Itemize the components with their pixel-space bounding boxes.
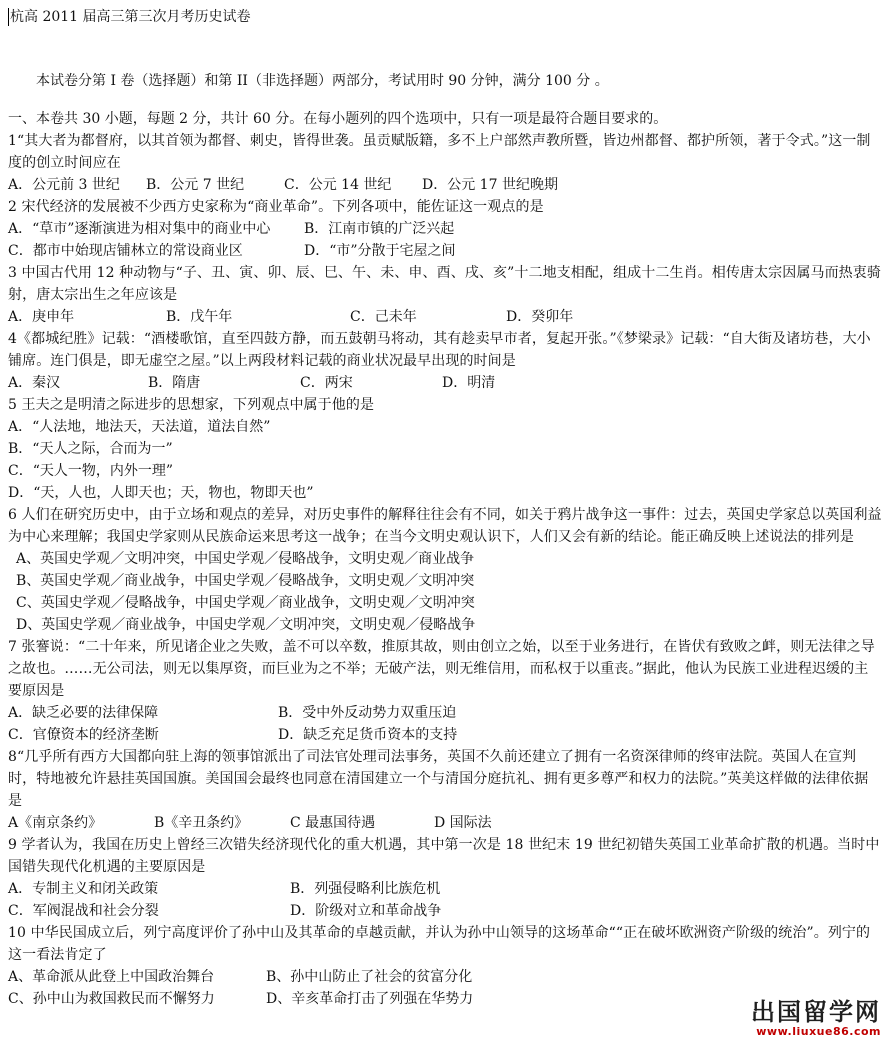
option-a: A．庚申年 [8,309,75,325]
option-c: C．己未年 [350,309,417,325]
option-c: C．军阀混战和社会分裂 [8,903,159,919]
question-10: 10 中华民国成立后，列宁高度评价了孙中山及其革命的卓越贡献，并认为孙中山领导的这场革命““正在破坏欧洲资产阶级的统治”。列宁的这一看法肯定了 [8,925,871,963]
question-1-options [8,174,882,196]
question-10-options [8,966,882,988]
option-d: D、辛亥革命打击了列强在华势力 [266,991,474,1007]
question-3-options [8,306,882,328]
option-d: D．癸卯年 [506,309,574,325]
option-a: A．缺乏必要的法律保障 [8,705,159,721]
question-5: 5 王夫之是明清之际进步的思想家，下列观点中属于他的是 [8,397,375,413]
question-6: 6 人们在研究历史中，由于立场和观点的差异，对历史事件的解释往往会有不同，如关于鸦片战争这一事件：过去，英国史学家总以英国利益为中心来理解；我国史学家则从民族命运来思考这一战争；在当今文明史观认识下，人们又会有新的结论。能正确反映上述说法的排列是 [8,507,882,545]
watermark-url: www.liuxue86.com [756,1025,881,1038]
option-c: C 最惠国待遇 [290,815,376,831]
option-b: B《辛丑条约》 [154,815,249,831]
option-c: C、英国史学观／侵略战争，中国史学观／商业战争，文明史观／文明冲突 [16,595,475,611]
question-4-options [8,372,882,394]
option-c: C．两宋 [300,375,353,391]
option-d: D．公元 17 世纪晚期 [422,177,558,193]
question-7: 7 张謇说：“二十年来，所见诸企业之失败，盖不可以卒数，推原其故，则由创立之始，以至于业务进行，在皆伏有致败之衅，则无法律之导之故也。……无公司法，则无以集厚资，而巨业为之不举；无破产法，则无维信用，而私权于以重丧。”据此，他认为民族工业进程迟缓的主要原因是 [8,639,875,699]
site-watermark [751,999,881,1038]
option-d: D．缺乏充足货币资本的支持 [278,727,458,743]
option-d: D．明清 [442,375,496,391]
option-a: A．公元前 3 世纪 [8,177,120,193]
option-a: A．秦汉 [8,375,61,391]
question-8: 8“几乎所有西方大国都向驻上海的领事馆派出了司法官处理司法事务，英国不久前还建立了拥有一名资深律师的终审法院。英国人在宣判时，特地被允许悬挂英国国旗。美国国会最终也同意在清国建立一个与清国分庭抗礼、拥有更多尊严和权力的法院。”英美这样做的法律依据是 [8,749,869,809]
question-7-options-2 [8,724,882,746]
option-a: A《南京条约》 [8,815,103,831]
question-2: 2 宋代经济的发展被不少西方史家称为“商业革命”。下列各项中，能佐证这一观点的是 [8,199,544,215]
option-c: C．官僚资本的经济垄断 [8,727,159,743]
exam-page [8,8,882,1010]
section-heading: 一、本卷共 30 小题，每题 2 分，共计 60 分。在每小题列的四个选项中，只有一项是最符合题目要求的。 [8,111,668,127]
option-c: C．“天人一物，内外一理” [8,463,174,479]
option-a: A、革命派从此登上中国政治舞台 [8,969,215,985]
option-d: D 国际法 [434,815,492,831]
option-b: B．“天人之际，合而为一” [8,441,173,457]
question-9-options-2 [8,900,882,922]
option-b: B、孙中山防止了社会的贫富分化 [266,969,473,985]
exam-intro: 本试卷分第 I 卷（选择题）和第 II（非选择题）两部分，考试用时 90 分钟，满分 100 分 。 [36,73,609,89]
question-4: 4《都城纪胜》记载：“酒楼歌馆，直至四鼓方静，而五鼓朝马将动，其有趁卖早市者，复起开张。”《梦梁录》记载：“自大街及诸坊巷，大小铺席。连门俱是，即无虚空之屋。”以上两段材料记载的商业状况最早出现的时间是 [8,331,871,369]
option-c: C．都市中始现店铺林立的常设商业区 [8,243,243,259]
question-2-options-2 [8,240,882,262]
option-b: B．公元 7 世纪 [146,177,245,193]
option-d: D、英国史学观／商业战争，中国史学观／文明冲突，文明史观／侵略战争 [16,617,476,633]
question-2-options [8,218,882,240]
option-a: A．“人法地，地法天，天法道，道法自然” [8,419,271,435]
question-7-options [8,702,882,724]
option-d: D．“市”分散于宅屋之间 [304,243,456,259]
question-1: 1“其大者为都督府，以其首领为都督、刺史，皆得世袭。虽贡赋版籍，多不上户部然声教所暨，皆边州都督、都护所领，著于令式。”这一制度的创立时间应在 [8,133,871,171]
option-c: C、孙中山为救国救民而不懈努力 [8,991,215,1007]
option-b: B．戊午年 [166,309,233,325]
option-b: B．隋唐 [148,375,201,391]
option-c: C．公元 14 世纪 [284,177,392,193]
option-d: D．阶级对立和革命战争 [290,903,442,919]
option-b: B、英国史学观／商业战争，中国史学观／侵略战争，文明史观／文明冲突 [16,573,475,589]
question-9: 9 学者认为，我国在历史上曾经三次错失经济现代化的重大机遇，其中第一次是 18 世纪末 19 世纪初错失英国工业革命扩散的机遇。当时中国错失现代化机遇的主要原因是 [8,837,880,875]
watermark-logo-text: 出国留学网 [751,998,881,1026]
option-b: B．列强侵略利比族危机 [290,881,441,897]
option-b: B．受中外反动势力双重压迫 [278,705,457,721]
question-8-options [8,812,882,834]
question-3: 3 中国古代用 12 种动物与“子、丑、寅、卯、辰、巳、午、未、申、酉、戌、亥”十二地支相配，组成十二生肖。相传唐太宗因属马而热衷骑射，唐太宗出生之年应该是 [8,265,881,303]
option-a: A．专制主义和闭关政策 [8,881,159,897]
option-b: B．江南市镇的广泛兴起 [304,221,455,237]
option-a: A、英国史学观／文明冲突，中国史学观／侵略战争，文明史观／商业战争 [16,551,475,567]
question-9-options [8,878,882,900]
exam-title: 杭高 2011 届高三第三次月考历史试卷 [8,8,882,26]
option-a: A．“草市”逐渐演进为相对集中的商业中心 [8,221,271,237]
option-d: D．“天，人也，人即天也；天，物也，物即天也” [8,485,314,501]
